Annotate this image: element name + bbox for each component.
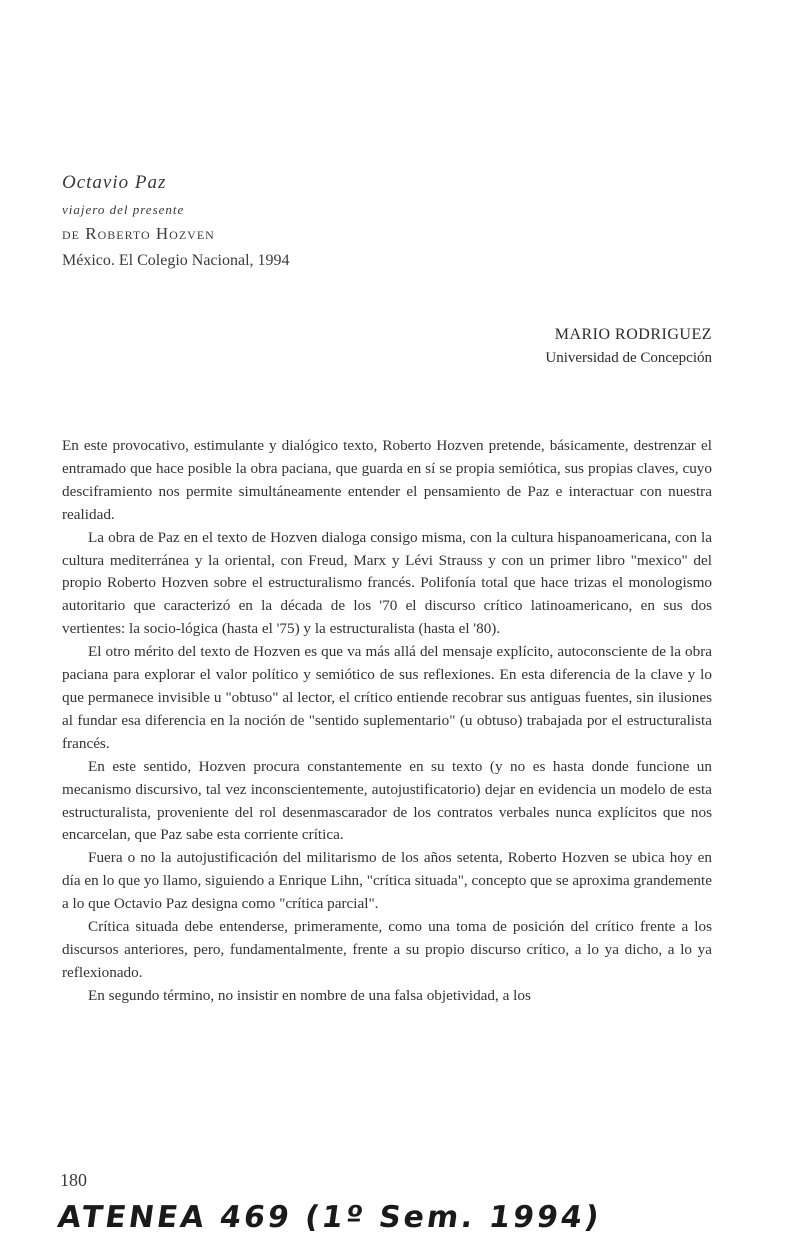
reviewer-affiliation: Universidad de Concepción — [545, 350, 712, 366]
paragraph: Crítica situada debe entenderse, primeramente, como una toma de posición del crítico frente a los discursos anteriores, pero, fundamentalmente, frente a su propio discurso crítico, a lo ya dicho, a lo ya reflexionado. — [62, 918, 712, 981]
book-reference — [62, 172, 662, 270]
paragraph: En este sentido, Hozven procura constantemente en su texto (y no es hasta donde funcione un mecanismo discursivo, tal vez inconscientemente, autojustificatorio) dejar en evidencia un modelo de esta estructuralista, proveniente del rol desenmascarador de los contratos verbales nunca explícitos que nos encarcelan, que Paz sabe esta corriente crítica. — [62, 757, 712, 844]
paragraph: En segundo término, no insistir en nombre de una falsa objetividad, a los — [88, 986, 531, 1004]
reviewed-book-title: viajero del presente — [62, 202, 185, 217]
reviewer-name: MARIO RODRIGUEZ — [554, 326, 712, 343]
handwritten-annotation: ATENEA 469 (1º Sem. 1994) — [55, 1200, 604, 1235]
reviewer-block — [545, 326, 712, 367]
review-body — [62, 435, 712, 1008]
reviewed-book-publication: México. El Colegio Nacional, 1994 — [62, 252, 290, 269]
reviewed-book-author: Octavio Paz — [62, 172, 167, 193]
paragraph: En este provocativo, estimulante y dialógico texto, Roberto Hozven pretende, básicamente, destrenzar el entramado que hace posible la obra paciana, que guarda en sí se propia semiótica, sus propias claves, cuyo desciframiento nos permite simultáneamente entender el pensamiento de Paz e interactuar con nuestra realidad. — [62, 437, 712, 523]
page-number: 180 — [60, 1170, 87, 1190]
paragraph: El otro mérito del texto de Hozven es que va más allá del mensaje explícito, autoconsciente de la obra paciana para explorar el valor político y semiótico de sus reflexiones. En esta diferencia de la clave y lo que permanece invisible u "obtuso" al lector, el crítico entiende recobrar sus antiguas fuentes, sin ilusiones al fundar esa diferencia en la noción de "sentido suplementario" (u obtuso) trabajada por el estructuralista francés. — [62, 643, 712, 752]
paragraph: Fuera o no la autojustificación del militarismo de los años setenta, Roberto Hozven se ubica hoy en día en lo que yo llamo, siguiendo a Enrique Lihn, "crítica situada", concepto que se aproxima grandemente a lo que Octavio Paz designa como "crítica parcial". — [62, 849, 712, 913]
reviewed-book-writer: de Roberto Hozven — [62, 224, 215, 243]
paragraph: La obra de Paz en el texto de Hozven dialoga consigo misma, con la cultura hispanoamericana, con la cultura mediterránea y la oriental, con Freud, Marx y Lévi Strauss y con un primer libro "mexico" del propio Roberto Hozven sobre el estructuralismo francés. Polifonía total que hace trizas el monologismo autoritario que caracterizó en la década de los '70 el discurso crítico latinoamericano, en sus dos vertientes: la socio-lógica (hasta el '75) y la estructuralista (hasta el '80). — [62, 528, 712, 638]
